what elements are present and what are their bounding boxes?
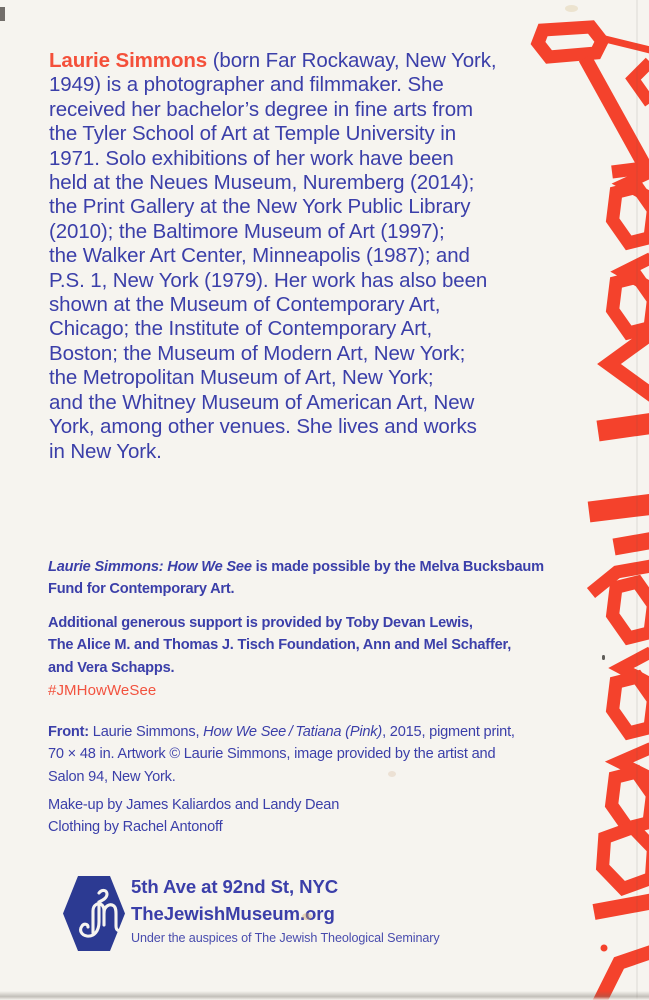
text-line: (2010); the Baltimore Museum of Art (1997); [49, 219, 445, 243]
text-line: The Alice M. and Thomas J. Tisch Foundation, Ann and Mel Schaffer, [48, 637, 512, 654]
text-line: held at the Neues Museum, Nuremberg (2014); [49, 171, 475, 195]
scan-edge-mark [0, 7, 5, 21]
text-line: the Tyler School of Art at Temple University in [49, 122, 457, 146]
decorative-script-art [529, 0, 649, 1000]
text-line: and Vera Schapps. [48, 659, 175, 676]
exhibition-hashtag: #JMHowWeSee [48, 682, 157, 699]
scan-bottom-shadow [0, 991, 649, 1000]
text-line: P.S. 1, New York (1979). Her work has also been [49, 268, 488, 292]
text-line: received her bachelor’s degree in fine arts from [49, 97, 474, 121]
paper-crease [636, 0, 638, 1000]
text-line: Front: Laurie Simmons, How We See / Tatiana (Pink), 2015, pigment print, [48, 724, 515, 740]
museum-website: TheJewishMuseum.org [131, 902, 335, 924]
text-line: in New York. [49, 439, 162, 463]
text-line: Laurie Simmons: How We See is made possible by the Melva Bucksbaum [48, 559, 544, 575]
text-line: Make-up by James Kaliardos and Landy Dean [48, 797, 340, 813]
text-line: 1949) is a photographer and filmmaker. She [49, 73, 444, 97]
text-line: Additional generous support is provided by Toby Devan Lewis, [48, 615, 473, 631]
dust-speck [602, 655, 605, 660]
production-credits [48, 794, 339, 838]
text-line: the Metropolitan Museum of Art, New York; [49, 366, 434, 390]
text-line: 70 × 48 in. Artwork © Laurie Simmons, image provided by the artist and [48, 746, 496, 763]
jewish-museum-logo-icon [63, 876, 125, 951]
text-line: York, among other venues. She lives and works [49, 415, 477, 439]
paper-stain [388, 771, 396, 777]
artist-bio-paragraph [49, 49, 549, 464]
text-line: and the Whitney Museum of American Art, New [49, 390, 475, 414]
support-credit-additional [48, 612, 511, 679]
paper-stain [302, 913, 312, 920]
auspices-note: Under the auspices of The Jewish Theological Seminary [131, 931, 440, 945]
text-line: Fund for Contemporary Art. [48, 581, 235, 598]
text-line: Salon 94, New York. [48, 768, 176, 785]
front-cover-credit [48, 721, 515, 788]
support-credit-primary [48, 556, 544, 601]
text-line: shown at the Museum of Contemporary Art, [49, 293, 441, 317]
text-line: Boston; the Museum of Modern Art, New York; [49, 341, 466, 365]
text-line: the Print Gallery at the New York Public Library [49, 195, 471, 219]
paper-stain [565, 5, 578, 12]
text-line: 1971. Solo exhibitions of her work have been [49, 146, 454, 170]
text-line: the Walker Art Center, Minneapolis (1987); and [49, 244, 470, 268]
text-line: Clothing by Rachel Antonoff [48, 819, 223, 835]
text-line: Laurie Simmons (born Far Rockaway, New York, [49, 49, 497, 72]
museum-address: 5th Ave at 92nd St, NYC [131, 876, 339, 897]
text-line: Chicago; the Institute of Contemporary Art, [49, 317, 433, 341]
